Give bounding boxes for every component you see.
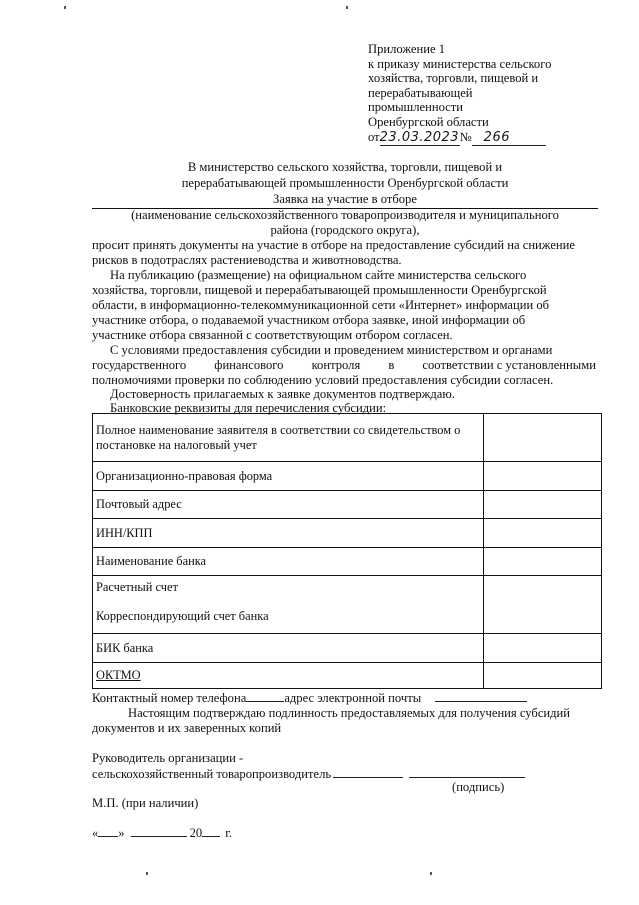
order-number-label: № — [459, 129, 472, 144]
appendix-line: Оренбургской области — [368, 114, 489, 129]
order-number: 266 — [472, 131, 546, 147]
email-blank — [435, 690, 527, 702]
confirm-docs-text: Достоверность прилагаемых к заявке документов подтверждаю. — [110, 387, 455, 401]
scan-mark — [64, 6, 66, 9]
appendix-line: хозяйства, торговли, пищевой и — [368, 71, 539, 86]
email-label: адрес электронной почты — [284, 691, 422, 705]
date-open-quote: « — [92, 826, 99, 840]
scan-mark — [146, 872, 148, 875]
table-row — [93, 462, 602, 491]
table-cell-label — [93, 576, 484, 634]
phone-label: Контактный номер телефона — [92, 691, 247, 705]
table-cell-label: БИК банка — [93, 634, 484, 663]
table-cell-label: Полное наименование заявителя в соответствии со свидетельством о постановке на налоговый учет — [93, 414, 484, 462]
order-date: 23.03.2023 — [379, 129, 460, 145]
signature-hint: (подпись) — [452, 780, 505, 794]
conditions-word: контроля — [311, 358, 361, 372]
conditions-text: полномочиями проверки по соблюдению условий предоставления субсидии согласен. — [92, 373, 554, 387]
conditions-text: С условиями предоставления субсидии и проведением министерством и органами — [110, 343, 553, 357]
appendix-line: промышленности — [368, 100, 464, 115]
applicant-hint: (наименование сельскохозяйственного товаропроизводителя и муниципального — [131, 208, 559, 222]
authenticity-text: Настоящим подтверждаю подлинность предоставляемых для получения субсидий — [128, 706, 571, 720]
authenticity-text: документов и их заверенных копий — [92, 721, 282, 735]
table-row — [93, 634, 602, 663]
table-row — [93, 548, 602, 576]
oktmo-label: ОКТМО — [96, 668, 141, 682]
table-cell-value — [484, 548, 602, 576]
table-cell-label: Наименование банка — [93, 548, 484, 576]
appendix-line: перерабатывающей — [368, 85, 473, 100]
date-close-quote: » — [118, 826, 125, 840]
table-row — [93, 414, 602, 462]
date-line — [92, 825, 232, 841]
table-row — [93, 491, 602, 519]
appendix-block — [368, 42, 568, 146]
order-prefix: от — [368, 129, 380, 144]
table-cell-value — [484, 491, 602, 519]
document-title: Заявка на участие в отборе — [273, 192, 417, 206]
year-suffix: г. — [225, 826, 233, 840]
order-reference — [368, 130, 568, 147]
stamp-note: М.П. (при наличии) — [92, 796, 199, 810]
name-blank — [333, 766, 403, 778]
conditions-text — [92, 358, 596, 373]
publication-text: участнике отбора связанной с соответствующим отбором согласен. — [92, 328, 453, 342]
table-cell-label: ИНН/КПП — [93, 519, 484, 548]
conditions-word: в — [388, 358, 395, 372]
scan-mark — [346, 6, 348, 9]
table-cell-value — [484, 663, 602, 689]
conditions-word: соответствии с установленными — [422, 358, 596, 372]
applicant-hint: района (городского округа), — [270, 223, 420, 237]
publication-text: хозяйства, торговли, пищевой и перерабатывающей промышленности Оренбургской — [92, 283, 547, 297]
table-cell-label-part: Корреспондирующий счет банка — [96, 608, 269, 623]
bank-details-table — [92, 413, 602, 689]
bank-details-intro: Банковские реквизиты для перечисления субсидии: — [110, 401, 387, 415]
table-cell-label: Почтовый адрес — [93, 491, 484, 519]
publication-text: области, в информационно-телекоммуникационной сети «Интернет» информации об — [92, 298, 550, 312]
year-prefix: 20 — [189, 826, 203, 840]
table-cell-value — [484, 576, 602, 634]
publication-text: На публикацию (размещение) на официальном сайте министерства сельского — [110, 268, 527, 282]
table-row — [93, 576, 602, 634]
month-blank — [131, 825, 187, 837]
publication-text: участнике отбора, о подаваемой участником отбора заявке, иной информации об — [92, 313, 526, 327]
conditions-word: государственного — [92, 358, 187, 372]
scan-mark — [430, 872, 432, 875]
year-blank — [202, 825, 220, 837]
table-row — [93, 663, 602, 689]
table-row — [93, 519, 602, 548]
phone-blank — [246, 690, 284, 702]
contact-line — [92, 690, 527, 706]
signature-blank — [409, 766, 525, 778]
addressee-line: перерабатывающей промышленности Оренбургской области — [181, 176, 509, 190]
appendix-line: Приложение 1 — [368, 42, 446, 56]
request-text: просит принять документы на участие в отборе на предоставление субсидий на снижение — [92, 238, 575, 252]
day-blank — [98, 825, 118, 837]
signatory-title: Руководитель организации - — [92, 751, 244, 765]
table-cell-value — [484, 414, 602, 462]
table-cell-label-part: Расчетный счет — [96, 579, 178, 594]
signatory-role: сельскохозяйственный товаропроизводитель — [92, 767, 332, 781]
table-cell-value — [484, 634, 602, 663]
conditions-word: финансового — [214, 358, 284, 372]
addressee-line: В министерство сельского хозяйства, торговли, пищевой и — [187, 160, 503, 174]
table-cell-value — [484, 519, 602, 548]
table-cell-label: Организационно-правовая форма — [93, 462, 484, 491]
table-cell-value — [484, 462, 602, 491]
table-cell-label — [93, 663, 484, 689]
appendix-line: к приказу министерства сельского — [368, 56, 552, 71]
request-text: рисков в подотраслях растениеводства и животноводства. — [92, 253, 402, 267]
